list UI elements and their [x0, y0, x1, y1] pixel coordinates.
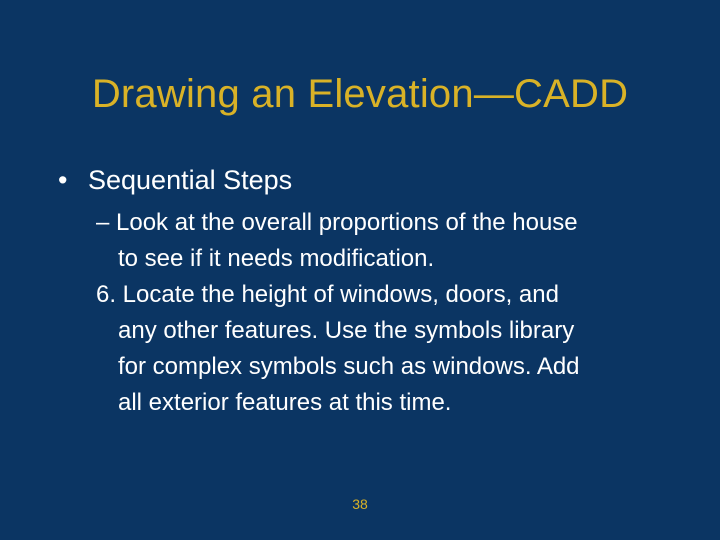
- sub-item-step-6: [96, 277, 676, 421]
- slide-title: Drawing an Elevation—CADD: [91, 72, 629, 116]
- sub-item-line: 6. Locate the height of windows, doors, and: [96, 281, 559, 308]
- bullet-marker: •: [58, 165, 68, 195]
- bullet-text: Sequential Steps: [88, 165, 293, 195]
- sub-item-line: any other features. Use the symbols library: [118, 317, 575, 344]
- sub-item-line: – Look at the overall proportions of the house: [96, 209, 578, 236]
- sub-item-overall-proportions: [96, 205, 676, 277]
- sub-item-line: all exterior features at this time.: [118, 389, 452, 416]
- bullet-item: [58, 162, 292, 198]
- sub-item-line: to see if it needs modification.: [118, 245, 435, 272]
- page-number: 38: [352, 496, 368, 512]
- sub-item-line: for complex symbols such as windows. Add: [118, 353, 580, 380]
